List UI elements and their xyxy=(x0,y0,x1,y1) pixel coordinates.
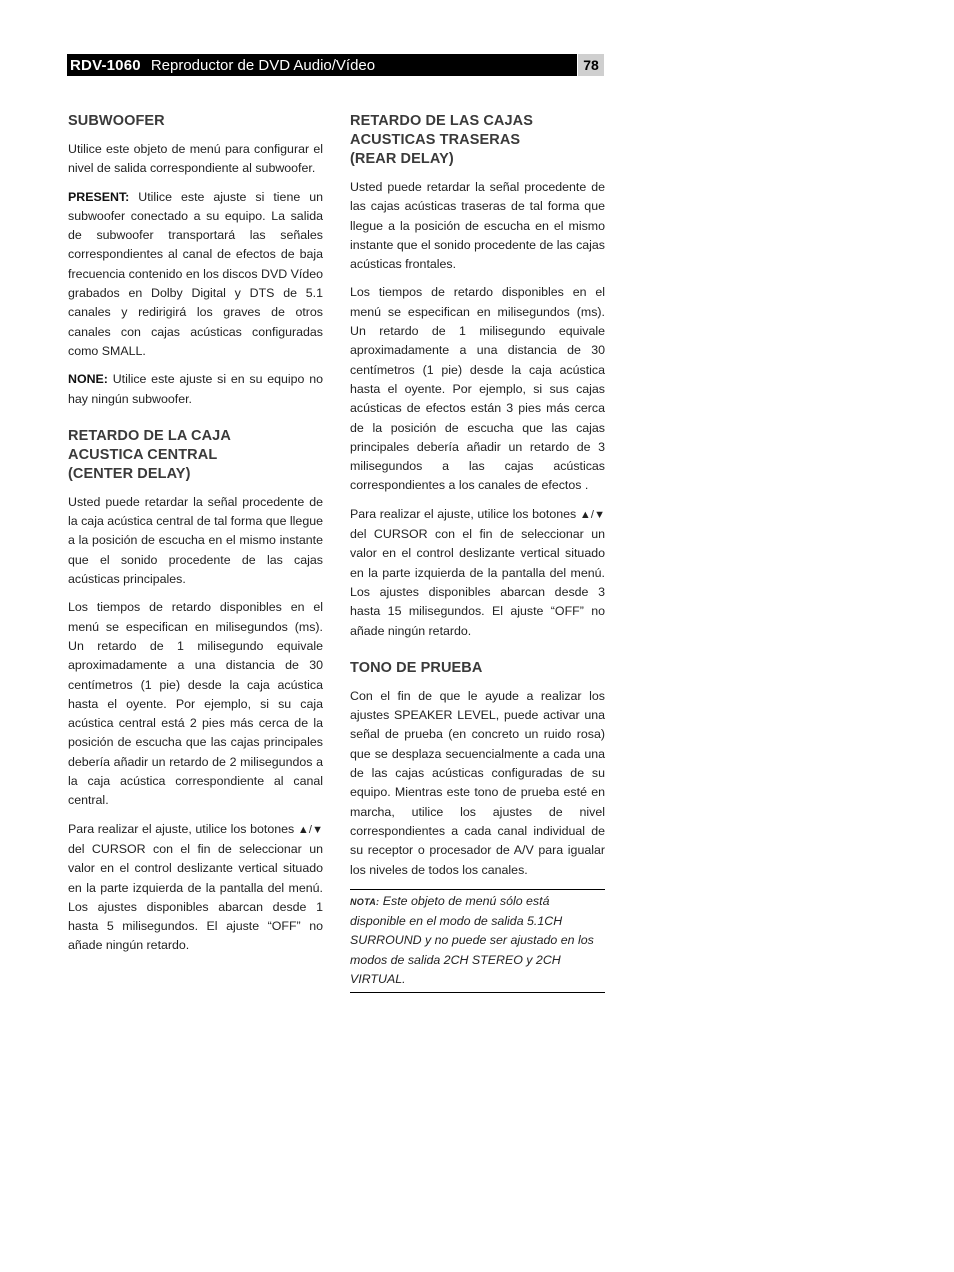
note-box xyxy=(350,889,605,993)
subwoofer-heading: SUBWOOFER xyxy=(68,113,165,129)
center-delay-p3-before: Para realizar el ajuste, utilice los botones xyxy=(68,821,298,836)
rear-delay-heading-line1: RETARDO DE LAS CAJAS xyxy=(350,113,533,129)
none-text: Utilice este ajuste si en su equipo no hay ningún subwoofer. xyxy=(68,372,323,406)
header-title: Reproductor de DVD Audio/Vídeo xyxy=(150,56,376,74)
center-delay-section xyxy=(68,427,323,956)
rear-delay-heading xyxy=(350,112,605,169)
test-tone-heading: TONO DE PRUEBA xyxy=(350,659,483,676)
center-delay-paragraph-3 xyxy=(68,820,323,956)
subwoofer-none-paragraph xyxy=(68,370,323,409)
header-model: RDV-1060 xyxy=(70,56,141,74)
note-text: Este objeto de menú sólo está disponible en el modo de salida 5.1CH SURROUND y no puede ser ajustado en los modos de salida 2CH STEREO y 2CH VIRTUAL. xyxy=(350,893,594,986)
rear-delay-p3-after: del CURSOR con el fin de seleccionar un valor en el control deslizante vertical situado en la parte izquierda de la pantalla del menú. Los ajustes disponibles abarcan desde 3 hasta 15 milisegundos. El ajuste “OFF” no añade ningún retardo. xyxy=(350,527,605,638)
center-delay-paragraph-2: Los tiempos de retardo disponibles en el menú se especifican en milisegundos (ms). Un retardo de 1 milisegundo equivale aproximadamente a una distancia de 30 centímetros (1 pie) desde la caja acústica hasta el oyente. Por ejemplo, si su caja acústica central está 2 pies más cerca de la posición de escucha que las cajas principales debería añadir un retardo de 2 milisegundos a la caja acústica correspondiente al canal central. xyxy=(68,600,323,808)
right-column xyxy=(350,112,605,993)
note-paragraph xyxy=(350,892,605,989)
present-label: PRESENT: xyxy=(68,189,130,204)
rear-delay-heading-line2: ACUSTICAS TRASERAS xyxy=(350,132,521,148)
center-delay-p3-after: del CURSOR con el fin de seleccionar un valor en el control deslizante vertical situado en la parte izquierda de la pantalla del menú. Los ajustes disponibles abarcan desde 1 hasta 5 milisegundos. El ajuste “OFF” no añade ningún retardo. xyxy=(68,841,323,953)
up-down-arrow-icon: ▲/▼ xyxy=(579,508,605,521)
rear-delay-heading-line3: (REAR DELAY) xyxy=(350,151,454,167)
center-delay-heading-line3: (CENTER DELAY) xyxy=(68,465,191,482)
subwoofer-present-paragraph xyxy=(68,188,323,362)
subwoofer-intro: Utilice este objeto de menú para configurar el nivel de salida correspondiente al subwoofer. xyxy=(68,142,323,176)
rear-delay-paragraph-2: Los tiempos de retardo disponibles en el menú se especifican en milisegundos (ms). Un retardo de 1 milisegundo equivale aproximadamente a una distancia de 30 centímetros (1 pie) desde la caja acústica hasta el oyente. Por ejemplo, si sus cajas acústicas de efectos están 3 pies más cerca de la posición de escucha que las cajas principales debería añadir un retardo de 3 milisegundos a las cajas acústicas correspondientes a los canales de efectos . xyxy=(350,285,605,493)
up-down-arrow-icon: ▲/▼ xyxy=(297,823,323,836)
none-label: NONE: xyxy=(68,372,108,387)
present-text: Utilice este ajuste si tiene un subwoofer conectado a su equipo. La salida de subwoofer transportará las señales correspondientes al canal de efectos de baja frecuencia contenido en los discos DVD Vídeo grabados en Dolby Digital y DTS de 5.1 canales y redirigirá los graves de otros canales con cajas acústicas configuradas como SMALL. xyxy=(68,189,323,358)
subwoofer-section xyxy=(68,112,323,409)
note-label: NOTA: xyxy=(350,896,380,907)
rear-delay-paragraph-3 xyxy=(350,505,605,641)
test-tone-paragraph: Con el fin de que le ayude a realizar los ajustes SPEAKER LEVEL, puede activar una señal de prueba (en concreto un ruido rosa) que se desplaza secuencialmente a cada una de las cajas acústicas configuradas de su equipo. Mientras este tono de prueba esté en marcha, utilice los ajustes de nivel correspondientes a cada canal individual de su receptor o procesador de A/V para igualar los niveles de todos los canales. xyxy=(350,688,605,877)
left-column xyxy=(68,112,323,965)
rear-delay-p3-before: Para realizar el ajuste, utilice los botones xyxy=(350,506,580,521)
center-delay-heading xyxy=(68,427,323,484)
page-header xyxy=(67,54,577,76)
rear-delay-section xyxy=(350,112,605,641)
center-delay-paragraph-1: Usted puede retardar la señal procedente de la caja acústica central de tal forma que llegue a la posición de escucha en el mismo instante que el sonido procedente de las cajas acústicas principales. xyxy=(68,494,323,587)
rear-delay-paragraph-1: Usted puede retardar la señal procedente de las cajas acústicas traseras de tal forma que llegue a la posición de escucha en el mismo instante que el sonido procedente de las cajas acústicas frontales. xyxy=(350,180,605,272)
test-tone-section xyxy=(350,659,605,880)
page-number: 78 xyxy=(578,54,604,76)
center-delay-heading-line2: ACUSTICA CENTRAL xyxy=(68,446,218,463)
center-delay-heading-line1: RETARDO DE LA CAJA xyxy=(68,427,231,444)
